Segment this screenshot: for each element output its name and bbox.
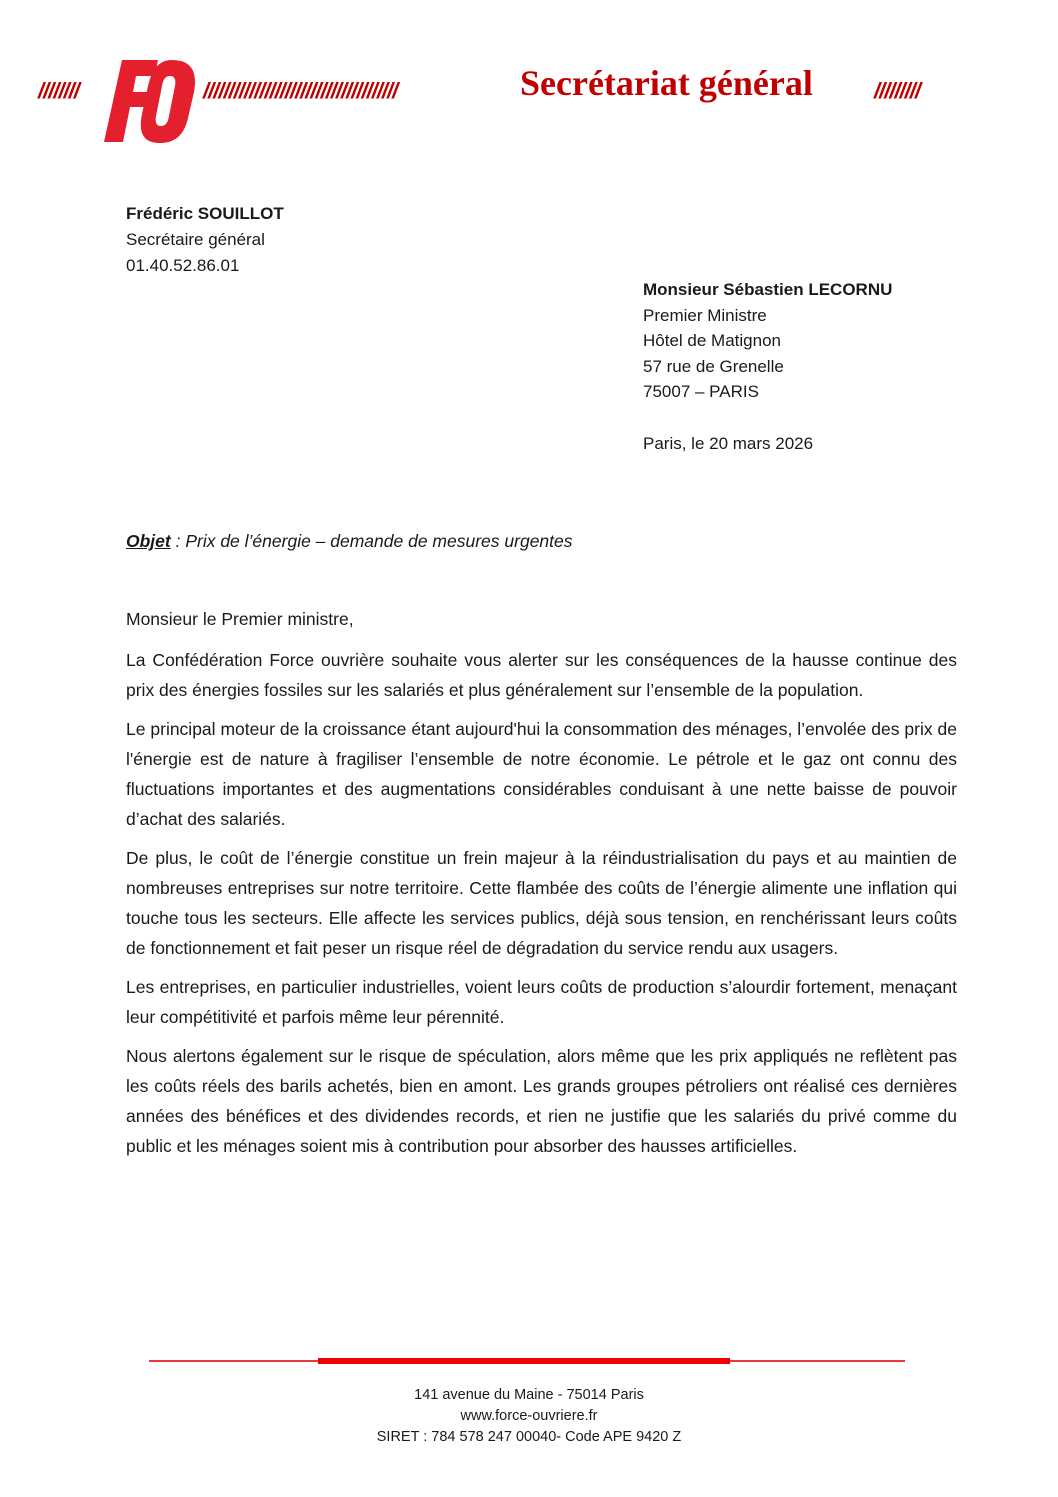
recipient-title: Premier Ministre [643,305,767,325]
decorative-slashes-middle: ////////////////////////////////////// [203,78,398,103]
recipient-block [643,277,892,405]
sender-phone: 01.40.52.86.01 [126,256,240,275]
letter-body [126,645,957,1170]
recipient-name: Monsieur Sébastien LECORNU [643,280,893,299]
subject-separator: : [170,531,186,551]
fo-logo-icon [100,56,200,146]
subject-line [126,528,573,554]
body-paragraph: La Confédération Force ouvrière souhaite vous alerter sur les conséquences de la hausse continue des prix des énergies fossiles sur les salariés et plus généralement sur l’ensemble de la population. [126,650,957,700]
subject-label: Objet [126,531,171,551]
sender-role: Secrétaire général [126,230,265,249]
decorative-slashes-right: ///////// [874,78,921,103]
subject-text: Prix de l’énergie – demande de mesures urgentes [185,531,573,551]
body-paragraph: Nous alertons également sur le risque de spéculation, alors même que les prix appliqués ne reflètent pas les coûts réels des barils achetés, bien en amont. Les grands groupes pétroliers ont réalisé ces dernières années des bénéfices et des dividendes records, et rien ne justifie que les salariés du privé comme du public et les ménages soient mis à contribution pour absorber des hausses artificielles. [126,1046,957,1156]
body-paragraph: Les entreprises, en particulier industrielles, voient leurs coûts de production s’alourdir fortement, menaçant leur compétitivité et parfois même leur pérennité. [126,977,957,1027]
footer-legal: SIRET : 784 578 247 00040- Code APE 9420 Z [376,1429,682,1445]
letterhead-title: Secrétariat général [520,63,813,103]
letter-date: Paris, le 20 mars 2026 [643,434,814,453]
decorative-slashes-left: //////// [38,78,79,103]
body-paragraph: Le principal moteur de la croissance étant aujourd'hui la consommation des ménages, l’envolée des prix de l'énergie est de nature à fragiliser l’ensemble de notre économie. Le pétrole et le gaz ont connu des fluctuations importantes et des augmentations considérables conduisant à une nette baisse de pouvoir d’achat des salariés. [126,719,957,829]
recipient-address-line: Hôtel de Matignon [643,331,781,351]
footer-website-link[interactable]: www.force-ouvriere.fr [460,1408,598,1424]
footer-divider-accent [318,1358,730,1364]
footer-address: 141 avenue du Maine - 75014 Paris [414,1387,644,1403]
salutation: Monsieur le Premier ministre, [126,609,354,629]
body-paragraph: De plus, le coût de l’énergie constitue un frein majeur à la réindustrialisation du pays et au maintien de nombreuses entreprises sur notre territoire. Cette flambée des coûts de l’énergie alimente une inflation qui touche tous les secteurs. Elle affecte les services publics, déjà sous tension, en renchérissant leurs coûts de fonctionnement et fait peser un risque réel de dégradation du service rendu aux usagers. [126,848,957,958]
recipient-address-line: 57 rue de Grenelle [643,356,784,376]
footer [0,1385,1058,1448]
sender-block [126,201,284,279]
recipient-address-line: 75007 – PARIS [643,382,759,402]
sender-name: Frédéric SOUILLOT [126,204,284,223]
letterhead [0,0,1058,160]
